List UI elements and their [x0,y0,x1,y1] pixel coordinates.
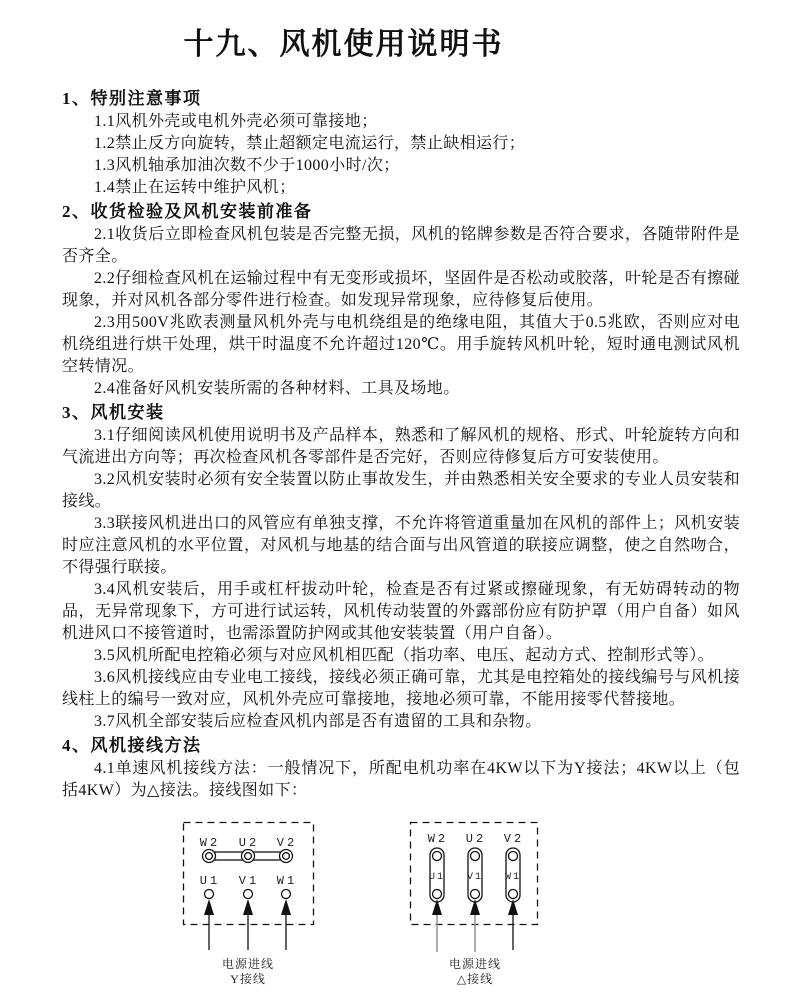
terminal-bottom-row [205,890,291,899]
terminal-label-u1: U1 [428,872,446,883]
terminal-label-u1: U1 [199,874,221,888]
section-special-notes [62,87,740,199]
section-installation [62,401,740,733]
section-2-heading: 2、收货检验及风机安装前准备 [62,202,313,221]
terminal-label-v1: V1 [238,874,260,888]
para-3-5: 3.5风机所配电控箱必须与对应风机相匹配（指功率、电压、起动方式、控制形式等）。 [94,647,715,664]
para-3-6: 3.6风机接线应由专业电工接线，接线必须正确可靠，尤其是电控箱处的接线编号与风机接线柱上的编号一致对应，风机外壳应可靠接地，接地必须可靠，不能用接零代替接地。 [62,669,740,708]
section-1-heading: 1、特别注意事项 [62,89,202,108]
para-2-1: 2.1收货后立即检查风机包装是否完整无损，风机的铭牌参数是否符合要求，各随带附件是否齐全。 [62,226,740,265]
para-1-2: 1.2禁止反方向旋转，禁止超额定电流运行，禁止缺相运行； [94,135,526,152]
terminal-label-w1: W1 [276,874,298,888]
para-3-7: 3.7风机全部安装后应检查风机内部是否有遗留的工具和杂物。 [94,713,542,730]
page-title: 十九、风机使用说明书 [183,28,504,61]
power-arrow-icon [432,899,518,952]
para-2-3: 2.3用500V兆欧表测量风机外壳与电机绕组是的绝缘电阻，其值大于0.5兆欧，否则应对电机绕组进行烘干处理，烘干时温度不允许超过120℃。用手旋转风机叶轮，短时通电测试风机空转情况。 [62,314,740,375]
para-3-1: 3.1仔细阅读风机使用说明书及产品样本，熟悉和了解风机的规格、形式、叶轮旋转方向和气流进出方向等；再次检查风机各零部件是否完好，否则应待修复后方可安装使用。 [62,427,740,466]
star-caption-line2: Y接线 [230,972,266,986]
para-1-1: 1.1风机外壳或电机外壳必须可靠接地； [94,113,378,130]
para-1-4: 1.4禁止在运转中维护风机； [94,179,296,196]
y-connection-diagram [183,822,314,990]
delta-connection-diagram [410,822,538,990]
para-2-4: 2.4准备好风机安装所需的各种材料、工具及场地。 [94,380,460,397]
terminal-label-v1: V1 [466,872,484,883]
para-4-1: 4.1单速风机接线方法：一般情况下，所配电机功率在4KW以下为Y接法；4KW以上（包括4KW）为△接法。接线图如下： [62,760,740,799]
para-3-4: 3.4风机安装后，用手或杠杆拔动叶轮，检查是否有过紧或擦碰现象，有无妨碍转动的物品，无异常现象下，方可进行试运转，风机传动装置的外露部份应有防护罩（用户自备）如风机进风口不接管道时，也需添置防护网或其他安装装置（用户自备）。 [62,581,740,642]
para-1-3: 1.3风机轴承加油次数不少于1000小时/次； [94,157,400,174]
terminal-label-v2: V2 [503,832,525,846]
section-wiring-method [62,734,740,802]
terminal-label-u2: U2 [465,832,487,846]
section-inspection-preparation [62,200,740,400]
wiring-diagrams [62,822,740,996]
terminal-label-w1: W1 [504,872,522,883]
star-caption-line1: 电源进线 [221,957,275,971]
terminal-label-w2: W2 [427,832,449,846]
terminal-label-v2: V2 [276,836,298,850]
delta-caption-line2: △接线 [456,972,494,986]
section-3-heading: 3、风机安装 [62,403,165,422]
para-2-2: 2.2仔细检查风机在运输过程中有无变形或损坏，坚固件是否松动或胶落，叶轮是否有擦碰现象，并对风机各部分零件进行检查。如发现异常现象，应待修复后使用。 [62,270,740,309]
para-3-3: 3.3联接风机进出口的风管应有单独支撑，不允许将管道重量加在风机的部件上；风机安装时应注意风机的水平位置，对风机与地基的结合面与出风管道的联接应调整，使之自然吻合，不得强行联接。 [62,515,740,576]
terminal-label-u2: U2 [238,836,260,850]
terminal-label-w2: W2 [199,836,221,850]
para-3-2: 3.2风机安装时必须有安全装置以防止事故发生，并由熟悉相关安全要求的专业人员安装和接线。 [62,471,740,510]
delta-caption-line1: 电源进线 [448,957,502,971]
section-4-heading: 4、风机接线方法 [62,736,202,755]
